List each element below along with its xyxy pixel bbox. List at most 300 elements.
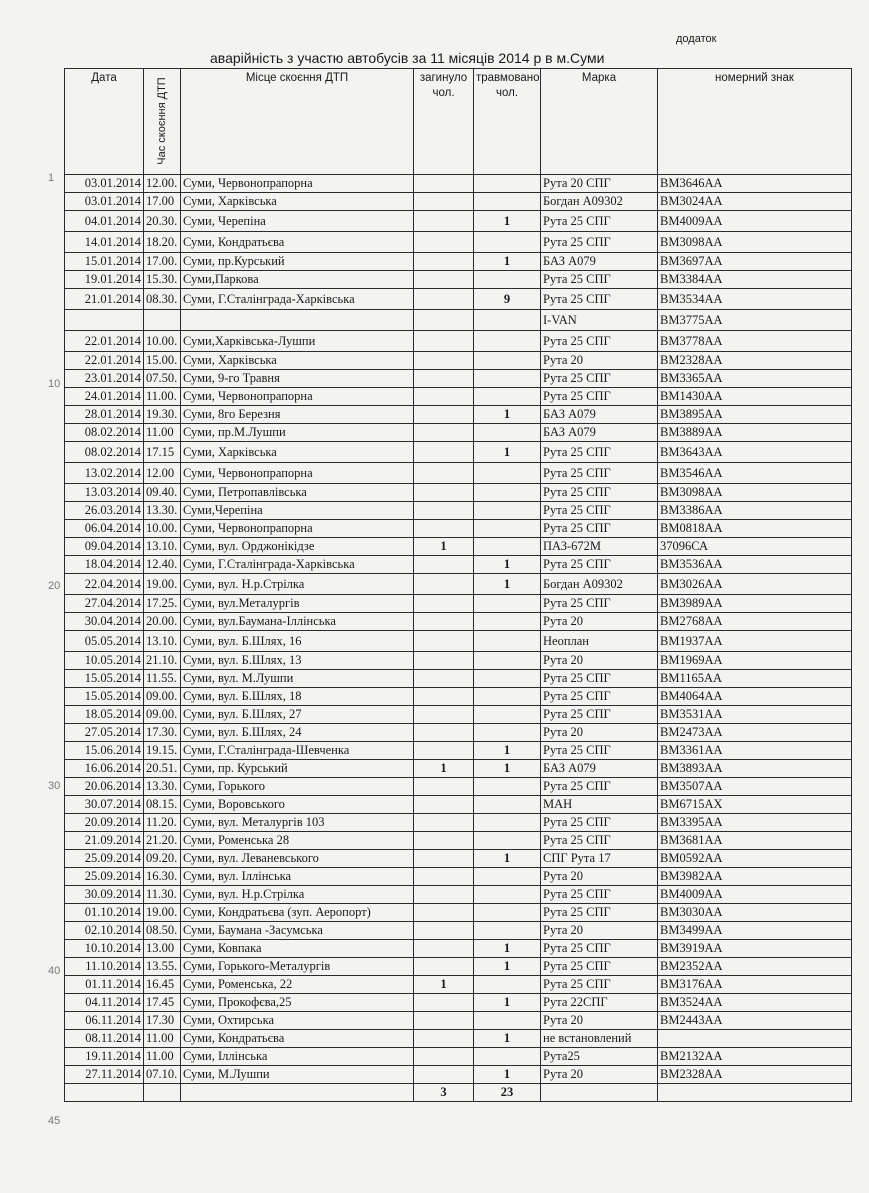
table-row bbox=[65, 868, 852, 886]
cell-killed bbox=[414, 940, 474, 958]
cell-plate: ВМ4009АА bbox=[658, 886, 852, 904]
cell-injured bbox=[474, 706, 541, 724]
cell-time: 13.30. bbox=[144, 502, 181, 520]
cell-plate: ВМ3365АА bbox=[658, 370, 852, 388]
cell-place: Суми, вул. Леваневського bbox=[181, 850, 414, 868]
cell-killed bbox=[414, 574, 474, 595]
cell-killed bbox=[414, 706, 474, 724]
cell-date: 28.01.2014 bbox=[65, 406, 144, 424]
cell-plate: ВМ3697АА bbox=[658, 253, 852, 271]
table-row bbox=[65, 670, 852, 688]
total-injured: 23 bbox=[474, 1084, 541, 1102]
cell-place: Суми, 8го Березня bbox=[181, 406, 414, 424]
cell-brand: Рута 20 bbox=[541, 1012, 658, 1030]
table-row bbox=[65, 1030, 852, 1048]
cell-date: 19.01.2014 bbox=[65, 271, 144, 289]
table-row bbox=[65, 502, 852, 520]
cell-brand: Рута 25 СПГ bbox=[541, 670, 658, 688]
cell-place: Суми, Роменська 28 bbox=[181, 832, 414, 850]
cell-killed: 1 bbox=[414, 538, 474, 556]
cell-brand: МАН bbox=[541, 796, 658, 814]
cell-date: 27.04.2014 bbox=[65, 595, 144, 613]
table-row bbox=[65, 388, 852, 406]
cell-time: 13.10. bbox=[144, 631, 181, 652]
cell-time: 12.40. bbox=[144, 556, 181, 574]
table-row bbox=[65, 232, 852, 253]
table-row bbox=[65, 289, 852, 310]
cell-place: Суми, Іллінська bbox=[181, 1048, 414, 1066]
cell-date: 09.04.2014 bbox=[65, 538, 144, 556]
table-row bbox=[65, 994, 852, 1012]
cell-killed bbox=[414, 253, 474, 271]
cell-time: 19.00. bbox=[144, 904, 181, 922]
cell-place: Суми, вул. Іллінська bbox=[181, 868, 414, 886]
cell-time: 13.30. bbox=[144, 778, 181, 796]
cell-killed bbox=[414, 388, 474, 406]
accident-table bbox=[64, 68, 852, 1102]
cell-place: Суми, Горького bbox=[181, 778, 414, 796]
cell-plate: ВМ3775АА bbox=[658, 310, 852, 331]
cell-place: Суми, Харківська bbox=[181, 442, 414, 463]
table-row bbox=[65, 424, 852, 442]
table-row bbox=[65, 253, 852, 271]
cell-killed bbox=[414, 688, 474, 706]
cell-plate: ВМ1430АА bbox=[658, 388, 852, 406]
cell-place: Суми, Воровського bbox=[181, 796, 414, 814]
cell-brand: Рута 25 СПГ bbox=[541, 442, 658, 463]
table-row bbox=[65, 331, 852, 352]
cell-plate: ВМ3895АА bbox=[658, 406, 852, 424]
cell-injured bbox=[474, 631, 541, 652]
cell-time: 16.45 bbox=[144, 976, 181, 994]
cell-injured bbox=[474, 424, 541, 442]
cell-time: 19.30. bbox=[144, 406, 181, 424]
cell-plate: ВМ3026АА bbox=[658, 574, 852, 595]
cell-date: 06.04.2014 bbox=[65, 520, 144, 538]
cell-place: Суми, Роменська, 22 bbox=[181, 976, 414, 994]
cell-plate: 37096СА bbox=[658, 538, 852, 556]
cell-place: Суми, пр.М.Лушпи bbox=[181, 424, 414, 442]
cell-plate: ВМ3982АА bbox=[658, 868, 852, 886]
cell-brand: Рута 25 СПГ bbox=[541, 904, 658, 922]
cell-plate: ВМ2473АА bbox=[658, 724, 852, 742]
cell-date: 25.09.2014 bbox=[65, 868, 144, 886]
totals-empty bbox=[658, 1084, 852, 1102]
cell-injured: 1 bbox=[474, 760, 541, 778]
cell-date bbox=[65, 310, 144, 331]
cell-time: 11.00 bbox=[144, 1030, 181, 1048]
cell-place: Суми, вул. Б.Шлях, 13 bbox=[181, 652, 414, 670]
cell-time bbox=[144, 310, 181, 331]
cell-time: 17.45 bbox=[144, 994, 181, 1012]
cell-killed bbox=[414, 193, 474, 211]
cell-plate: ВМ2768АА bbox=[658, 613, 852, 631]
cell-injured: 1 bbox=[474, 406, 541, 424]
totals-empty bbox=[181, 1084, 414, 1102]
col-header-plate: номерний знак bbox=[658, 69, 852, 175]
col-header-injured: травмовано чол. bbox=[474, 69, 541, 175]
margin-mark: 30 bbox=[48, 780, 61, 792]
cell-plate: ВМ3361АА bbox=[658, 742, 852, 760]
cell-time: 09.00. bbox=[144, 688, 181, 706]
table-row bbox=[65, 193, 852, 211]
cell-time: 10.00. bbox=[144, 331, 181, 352]
cell-injured bbox=[474, 922, 541, 940]
cell-plate: ВМ3919АА bbox=[658, 940, 852, 958]
table-row bbox=[65, 742, 852, 760]
cell-plate: ВМ3531АА bbox=[658, 706, 852, 724]
cell-time: 09.20. bbox=[144, 850, 181, 868]
cell-date: 21.01.2014 bbox=[65, 289, 144, 310]
cell-time: 11.20. bbox=[144, 814, 181, 832]
cell-time: 11.00 bbox=[144, 424, 181, 442]
cell-date: 03.01.2014 bbox=[65, 175, 144, 193]
cell-injured bbox=[474, 868, 541, 886]
cell-killed bbox=[414, 742, 474, 760]
document-heading: аварійність з участю автобусів за 11 місяців 2014 р в м.Суми bbox=[210, 50, 605, 66]
table-row bbox=[65, 463, 852, 484]
cell-place: Суми, Червонопрапорна bbox=[181, 463, 414, 484]
cell-time: 16.30. bbox=[144, 868, 181, 886]
cell-brand: Богдан А09302 bbox=[541, 574, 658, 595]
cell-brand: Рута 25 СПГ bbox=[541, 706, 658, 724]
cell-time: 17.30. bbox=[144, 724, 181, 742]
cell-date: 15.05.2014 bbox=[65, 688, 144, 706]
totals-empty bbox=[144, 1084, 181, 1102]
cell-place: Суми,Харківська-Лушпи bbox=[181, 331, 414, 352]
cell-time: 13.55. bbox=[144, 958, 181, 976]
table-row bbox=[65, 556, 852, 574]
cell-injured bbox=[474, 331, 541, 352]
cell-time: 15.30. bbox=[144, 271, 181, 289]
cell-killed bbox=[414, 814, 474, 832]
cell-injured bbox=[474, 175, 541, 193]
cell-injured bbox=[474, 388, 541, 406]
cell-killed bbox=[414, 832, 474, 850]
cell-killed bbox=[414, 556, 474, 574]
cell-killed bbox=[414, 886, 474, 904]
cell-date: 16.06.2014 bbox=[65, 760, 144, 778]
cell-brand: Рута 20 bbox=[541, 352, 658, 370]
cell-brand: СПГ Рута 17 bbox=[541, 850, 658, 868]
cell-injured bbox=[474, 193, 541, 211]
cell-injured: 1 bbox=[474, 556, 541, 574]
table-row bbox=[65, 595, 852, 613]
table-row bbox=[65, 406, 852, 424]
cell-place: Суми, 9-го Травня bbox=[181, 370, 414, 388]
cell-brand: Рута 25 СПГ bbox=[541, 886, 658, 904]
cell-date: 23.01.2014 bbox=[65, 370, 144, 388]
cell-killed bbox=[414, 631, 474, 652]
cell-place: Суми, вул. Н.р.Стрілка bbox=[181, 886, 414, 904]
table-row bbox=[65, 832, 852, 850]
cell-place: Суми, М.Лушпи bbox=[181, 1066, 414, 1084]
cell-plate: ВМ2328АА bbox=[658, 1066, 852, 1084]
cell-injured bbox=[474, 832, 541, 850]
cell-brand: Рута 25 СПГ bbox=[541, 814, 658, 832]
cell-time: 20.51. bbox=[144, 760, 181, 778]
cell-plate: ВМ3098АА bbox=[658, 484, 852, 502]
cell-brand: БАЗ А079 bbox=[541, 760, 658, 778]
table-row bbox=[65, 520, 852, 538]
cell-date: 22.01.2014 bbox=[65, 331, 144, 352]
cell-place: Суми, вул. Н.р.Стрілка bbox=[181, 574, 414, 595]
table-row bbox=[65, 706, 852, 724]
cell-killed bbox=[414, 520, 474, 538]
cell-time: 08.50. bbox=[144, 922, 181, 940]
cell-brand: Рута 25 СПГ bbox=[541, 289, 658, 310]
cell-date: 20.06.2014 bbox=[65, 778, 144, 796]
cell-injured: 1 bbox=[474, 994, 541, 1012]
cell-injured: 1 bbox=[474, 850, 541, 868]
cell-place: Суми, пр.Курський bbox=[181, 253, 414, 271]
cell-plate: ВМ3681АА bbox=[658, 832, 852, 850]
cell-date: 08.02.2014 bbox=[65, 442, 144, 463]
cell-plate: ВМ2443АА bbox=[658, 1012, 852, 1030]
cell-date: 01.11.2014 bbox=[65, 976, 144, 994]
table-row bbox=[65, 958, 852, 976]
cell-brand: Рута 20 bbox=[541, 1066, 658, 1084]
cell-time: 17.30 bbox=[144, 1012, 181, 1030]
table-row bbox=[65, 1012, 852, 1030]
cell-brand: Рута 25 СПГ bbox=[541, 520, 658, 538]
cell-plate: ВМ3395АА bbox=[658, 814, 852, 832]
cell-date: 05.05.2014 bbox=[65, 631, 144, 652]
cell-injured bbox=[474, 520, 541, 538]
cell-time: 11.55. bbox=[144, 670, 181, 688]
cell-injured bbox=[474, 778, 541, 796]
cell-plate: ВМ3778АА bbox=[658, 331, 852, 352]
cell-time: 21.20. bbox=[144, 832, 181, 850]
totals-empty bbox=[65, 1084, 144, 1102]
cell-place: Суми, пр. Курський bbox=[181, 760, 414, 778]
cell-time: 12.00. bbox=[144, 175, 181, 193]
cell-injured bbox=[474, 484, 541, 502]
cell-plate: ВМ3889АА bbox=[658, 424, 852, 442]
cell-date: 10.05.2014 bbox=[65, 652, 144, 670]
cell-brand: Рута 25 СПГ bbox=[541, 331, 658, 352]
cell-killed bbox=[414, 352, 474, 370]
cell-time: 09.40. bbox=[144, 484, 181, 502]
cell-date: 20.09.2014 bbox=[65, 814, 144, 832]
cell-date: 13.02.2014 bbox=[65, 463, 144, 484]
cell-brand: Рута 25 СПГ bbox=[541, 976, 658, 994]
cell-place: Суми, Петропавлівська bbox=[181, 484, 414, 502]
cell-brand: Рута 25 СПГ bbox=[541, 958, 658, 976]
cell-killed: 1 bbox=[414, 976, 474, 994]
cell-plate: ВМ3176АА bbox=[658, 976, 852, 994]
table-body bbox=[65, 175, 852, 1084]
cell-brand: БАЗ А079 bbox=[541, 253, 658, 271]
cell-date: 25.09.2014 bbox=[65, 850, 144, 868]
cell-killed bbox=[414, 670, 474, 688]
cell-place: Суми, Кондратьєва bbox=[181, 232, 414, 253]
cell-time: 12.00 bbox=[144, 463, 181, 484]
cell-killed bbox=[414, 232, 474, 253]
cell-place: Суми, Баумана -Засумська bbox=[181, 922, 414, 940]
cell-place: Суми, Червонопрапорна bbox=[181, 175, 414, 193]
cell-date: 04.01.2014 bbox=[65, 211, 144, 232]
cell-injured bbox=[474, 595, 541, 613]
cell-injured bbox=[474, 904, 541, 922]
cell-date: 14.01.2014 bbox=[65, 232, 144, 253]
cell-killed bbox=[414, 289, 474, 310]
table-row bbox=[65, 484, 852, 502]
cell-brand: Рута 22СПГ bbox=[541, 994, 658, 1012]
cell-time: 20.00. bbox=[144, 613, 181, 631]
table-row bbox=[65, 760, 852, 778]
cell-killed bbox=[414, 424, 474, 442]
cell-date: 02.10.2014 bbox=[65, 922, 144, 940]
cell-date: 30.04.2014 bbox=[65, 613, 144, 631]
cell-injured bbox=[474, 370, 541, 388]
cell-killed bbox=[414, 652, 474, 670]
table-row bbox=[65, 613, 852, 631]
table-row bbox=[65, 724, 852, 742]
cell-injured bbox=[474, 652, 541, 670]
cell-place: Суми, Кондратьєва bbox=[181, 1030, 414, 1048]
cell-time: 19.00. bbox=[144, 574, 181, 595]
cell-time: 10.00. bbox=[144, 520, 181, 538]
cell-date: 22.04.2014 bbox=[65, 574, 144, 595]
table-row bbox=[65, 271, 852, 289]
cell-time: 13.00 bbox=[144, 940, 181, 958]
cell-plate: ВМ3098АА bbox=[658, 232, 852, 253]
cell-killed bbox=[414, 331, 474, 352]
cell-killed bbox=[414, 904, 474, 922]
cell-brand: Рута 20 bbox=[541, 724, 658, 742]
table-row bbox=[65, 370, 852, 388]
cell-place: Суми, Охтирська bbox=[181, 1012, 414, 1030]
totals-row bbox=[65, 1084, 852, 1102]
cell-time: 18.20. bbox=[144, 232, 181, 253]
cell-date: 26.03.2014 bbox=[65, 502, 144, 520]
cell-injured bbox=[474, 796, 541, 814]
cell-date: 15.06.2014 bbox=[65, 742, 144, 760]
cell-injured: 9 bbox=[474, 289, 541, 310]
cell-brand: Рута 25 СПГ bbox=[541, 742, 658, 760]
cell-brand: Рута 25 СПГ bbox=[541, 502, 658, 520]
cell-killed bbox=[414, 442, 474, 463]
cell-plate: ВМ1937АА bbox=[658, 631, 852, 652]
cell-brand: Неоплан bbox=[541, 631, 658, 652]
cell-date: 04.11.2014 bbox=[65, 994, 144, 1012]
cell-plate: ВМ3534АА bbox=[658, 289, 852, 310]
cell-place: Суми, Прокофєва,25 bbox=[181, 994, 414, 1012]
cell-injured: 1 bbox=[474, 1066, 541, 1084]
cell-plate: ВМ4009АА bbox=[658, 211, 852, 232]
cell-brand: Рута 20 СПГ bbox=[541, 175, 658, 193]
cell-injured bbox=[474, 1048, 541, 1066]
cell-time: 19.15. bbox=[144, 742, 181, 760]
cell-injured: 1 bbox=[474, 211, 541, 232]
cell-brand: Рута 25 СПГ bbox=[541, 778, 658, 796]
cell-injured: 1 bbox=[474, 253, 541, 271]
cell-time: 20.30. bbox=[144, 211, 181, 232]
cell-place: Суми,Черепіна bbox=[181, 502, 414, 520]
cell-injured bbox=[474, 310, 541, 331]
table-row bbox=[65, 976, 852, 994]
cell-date: 24.01.2014 bbox=[65, 388, 144, 406]
table-row bbox=[65, 886, 852, 904]
cell-date: 18.05.2014 bbox=[65, 706, 144, 724]
cell-injured: 1 bbox=[474, 940, 541, 958]
cell-time: 07.10. bbox=[144, 1066, 181, 1084]
table-row bbox=[65, 1048, 852, 1066]
table-row bbox=[65, 574, 852, 595]
cell-date: 08.02.2014 bbox=[65, 424, 144, 442]
cell-place: Суми, вул. Б.Шлях, 16 bbox=[181, 631, 414, 652]
cell-injured bbox=[474, 352, 541, 370]
cell-plate bbox=[658, 1030, 852, 1048]
cell-brand: Рута 25 СПГ bbox=[541, 271, 658, 289]
table-row bbox=[65, 631, 852, 652]
cell-injured bbox=[474, 1012, 541, 1030]
cell-killed bbox=[414, 175, 474, 193]
cell-plate: ВМ2132АА bbox=[658, 1048, 852, 1066]
cell-date: 11.10.2014 bbox=[65, 958, 144, 976]
cell-killed bbox=[414, 922, 474, 940]
cell-time: 11.30. bbox=[144, 886, 181, 904]
cell-time: 08.15. bbox=[144, 796, 181, 814]
cell-date: 27.11.2014 bbox=[65, 1066, 144, 1084]
cell-date: 18.04.2014 bbox=[65, 556, 144, 574]
cell-time: 17.00. bbox=[144, 253, 181, 271]
table-row bbox=[65, 922, 852, 940]
cell-injured bbox=[474, 232, 541, 253]
cell-time: 11.00. bbox=[144, 388, 181, 406]
col-header-time-label: Час скоєння ДТП bbox=[156, 77, 168, 165]
cell-killed bbox=[414, 211, 474, 232]
cell-killed bbox=[414, 1012, 474, 1030]
cell-plate: ВМ1165АА bbox=[658, 670, 852, 688]
col-header-place: Місце скоєння ДТП bbox=[181, 69, 414, 175]
cell-time: 07.50. bbox=[144, 370, 181, 388]
cell-killed bbox=[414, 1030, 474, 1048]
cell-brand: Рута 20 bbox=[541, 652, 658, 670]
cell-place: Суми, вул. Металургів 103 bbox=[181, 814, 414, 832]
cell-brand: Рута 20 bbox=[541, 922, 658, 940]
cell-place: Суми, вул. Б.Шлях, 18 bbox=[181, 688, 414, 706]
cell-place: Суми, Черепіна bbox=[181, 211, 414, 232]
table-row bbox=[65, 796, 852, 814]
cell-brand: Рута 25 СПГ bbox=[541, 484, 658, 502]
cell-killed bbox=[414, 796, 474, 814]
cell-injured bbox=[474, 688, 541, 706]
cell-plate: ВМ1969АА bbox=[658, 652, 852, 670]
cell-brand: Рута 25 СПГ bbox=[541, 232, 658, 253]
cell-killed bbox=[414, 724, 474, 742]
cell-plate: ВМ2328АА bbox=[658, 352, 852, 370]
cell-place: Суми, Кондратьєва (зуп. Аеропорт) bbox=[181, 904, 414, 922]
addendum-label: додаток bbox=[676, 33, 717, 45]
cell-brand: Рута 20 bbox=[541, 868, 658, 886]
cell-place: Суми, вул. М.Лушпи bbox=[181, 670, 414, 688]
cell-place: Суми, Г.Сталінграда-Харківська bbox=[181, 556, 414, 574]
cell-date: 22.01.2014 bbox=[65, 352, 144, 370]
cell-place: Суми, Г.Сталінграда-Харківська bbox=[181, 289, 414, 310]
cell-killed bbox=[414, 271, 474, 289]
cell-plate: ВМ3507АА bbox=[658, 778, 852, 796]
table-row bbox=[65, 940, 852, 958]
cell-plate: ВМ3546АА bbox=[658, 463, 852, 484]
col-header-killed: загинуло чол. bbox=[414, 69, 474, 175]
cell-killed bbox=[414, 406, 474, 424]
cell-killed bbox=[414, 463, 474, 484]
cell-place: Суми, вул. Б.Шлях, 27 bbox=[181, 706, 414, 724]
col-header-time bbox=[144, 69, 181, 175]
cell-date: 10.10.2014 bbox=[65, 940, 144, 958]
